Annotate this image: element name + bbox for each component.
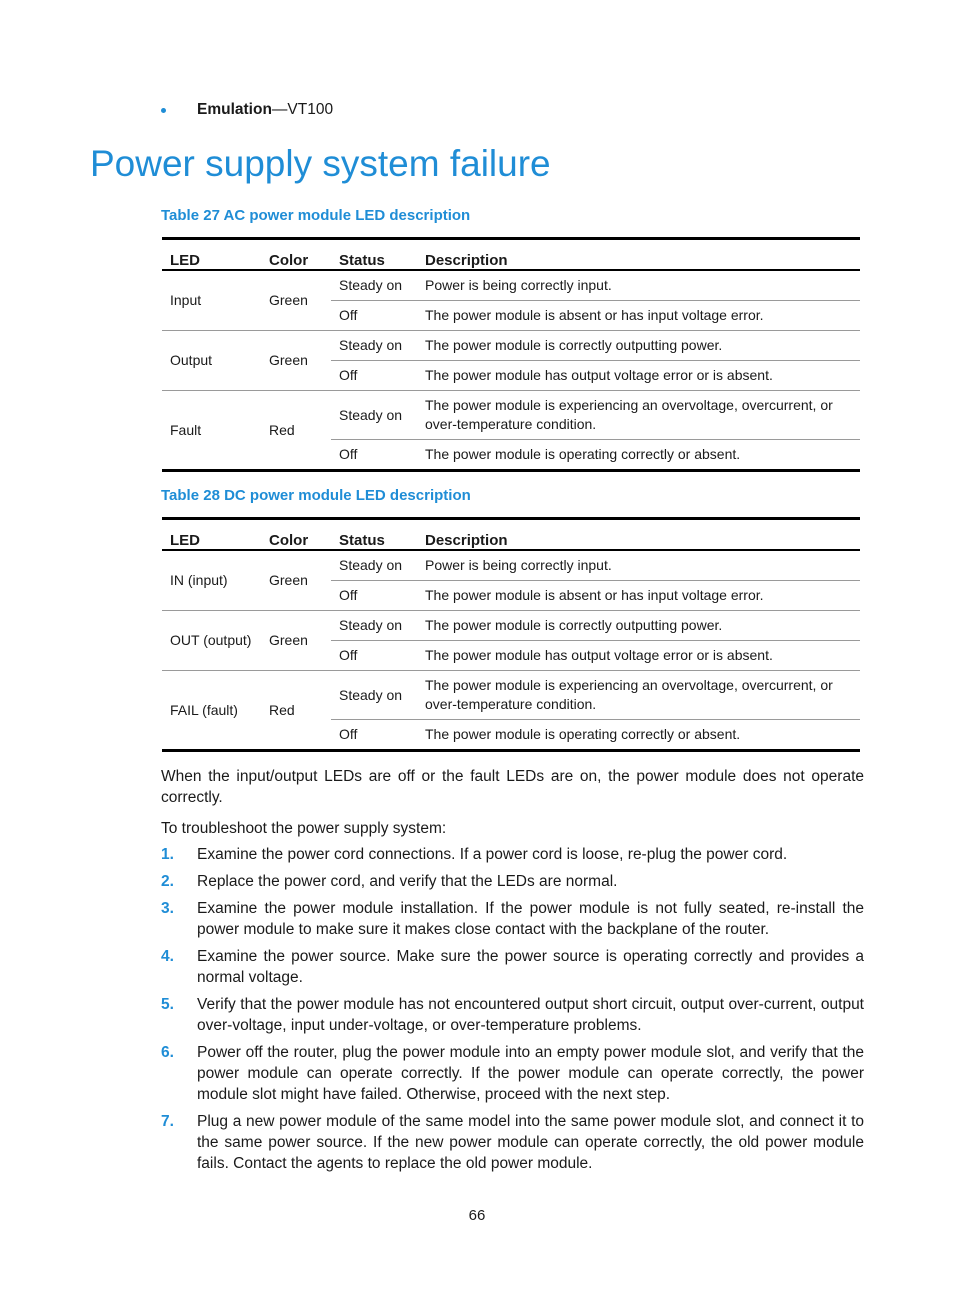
- header-color: Color: [261, 519, 331, 551]
- cell-status: Off: [331, 720, 417, 751]
- bullet-icon: [161, 108, 166, 113]
- cell-description: The power module is correctly outputting power.: [417, 331, 860, 361]
- header-color: Color: [261, 239, 331, 271]
- cell-led: Output: [162, 331, 261, 391]
- cell-status: Steady on: [339, 277, 403, 293]
- cell-color: Green: [269, 572, 308, 588]
- cell-color: Green: [261, 331, 331, 391]
- cell-status: Steady on: [331, 671, 417, 720]
- header-description: Description: [417, 519, 860, 551]
- troubleshoot-steps: [161, 844, 864, 1180]
- cell-led: Fault: [162, 391, 261, 471]
- step-number: 4.: [161, 948, 174, 965]
- cell-led: IN (input): [170, 572, 228, 588]
- cell-description: The power module is operating correctly or absent.: [417, 440, 860, 471]
- cell-description: The power module is experiencing an overvoltage, overcurrent, or over-temperature condition.: [417, 671, 860, 720]
- cell-status: Steady on: [331, 391, 417, 440]
- cell-description: Power is being correctly input.: [425, 557, 612, 573]
- step-text: Verify that the power module has not encountered output short circuit, output over-current, output over-voltage, input under-voltage, or over-temperature problems.: [197, 996, 864, 1034]
- cell-status: Off: [331, 581, 417, 611]
- step-number: 6.: [161, 1044, 174, 1061]
- table27-caption: Table 27 AC power module LED description: [161, 207, 471, 224]
- step-number: 2.: [161, 873, 174, 890]
- step-number: 3.: [161, 900, 174, 917]
- cell-led: OUT (output): [162, 611, 261, 671]
- cell-description: The power module is absent or has input voltage error.: [417, 581, 860, 611]
- table-row: [162, 331, 860, 361]
- paragraph-led-note: When the input/output LEDs are off or the fault LEDs are on, the power module does not operate correctly.: [161, 768, 864, 806]
- cell-status: Steady on: [331, 611, 417, 641]
- cell-color: Red: [261, 391, 331, 471]
- cell-description: The power module has output voltage error or is absent.: [417, 361, 860, 391]
- step-text: Examine the power module installation. If the power module is not fully seated, re-install the power module to make sure it makes close contact with the backplane of the router.: [197, 900, 864, 938]
- cell-status: Steady on: [339, 557, 403, 573]
- cell-description: The power module has output voltage error or is absent.: [417, 641, 860, 671]
- cell-description: Power is being correctly input.: [425, 277, 612, 293]
- cell-status: Off: [331, 361, 417, 391]
- header-led: LED: [162, 239, 261, 271]
- cell-status: Off: [331, 641, 417, 671]
- list-item: [161, 898, 864, 940]
- cell-led: Input: [170, 292, 202, 308]
- step-text: Plug a new power module of the same model into the same power module slot, and connect it to the same power source. If the new power module can operate correctly, the old power module fails. Contact the agents to replace the old power module.: [197, 1113, 864, 1172]
- header-status: Status: [331, 519, 417, 551]
- list-item: [161, 844, 864, 865]
- list-item: [161, 994, 864, 1036]
- cell-description: The power module is absent or has input voltage error.: [417, 301, 860, 331]
- cell-status: Off: [331, 301, 417, 331]
- list-item: [161, 946, 864, 988]
- step-text: Power off the router, plug the power module into an empty power module slot, and verify that the power module can operate correctly. If the power module can operate correctly, the power module slot might have failed. Otherwise, proceed with the next step.: [197, 1044, 864, 1103]
- header-led: LED: [162, 519, 261, 551]
- table-row: [162, 270, 860, 301]
- table-row: [162, 550, 860, 581]
- bullet-value: —VT100: [271, 101, 334, 118]
- table-header-row: [162, 239, 860, 271]
- list-item: [161, 1111, 864, 1174]
- page-number: 66: [468, 1207, 486, 1224]
- header-status: Status: [331, 239, 417, 271]
- cell-color: Green: [261, 611, 331, 671]
- step-number: 7.: [161, 1113, 174, 1130]
- cell-color: Green: [269, 292, 308, 308]
- table-row: [162, 611, 860, 641]
- header-description: Description: [417, 239, 860, 271]
- cell-description: The power module is correctly outputting power.: [417, 611, 860, 641]
- table27: [162, 237, 860, 472]
- table-row: [162, 391, 860, 440]
- section-title: Power supply system failure: [90, 143, 551, 184]
- step-text: Examine the power source. Make sure the power source is operating correctly and provides a normal voltage.: [197, 948, 864, 986]
- cell-color: Red: [261, 671, 331, 751]
- step-number: 1.: [161, 846, 174, 863]
- step-text: Examine the power cord connections. If a power cord is loose, re-plug the power cord.: [197, 846, 788, 863]
- cell-led: FAIL (fault): [162, 671, 261, 751]
- paragraph-intro: To troubleshoot the power supply system:: [161, 820, 447, 837]
- list-item: [161, 1042, 864, 1105]
- table28-caption: Table 28 DC power module LED description: [161, 487, 471, 504]
- cell-description: The power module is experiencing an overvoltage, overcurrent, or over-temperature condition.: [417, 391, 860, 440]
- table-row: [162, 671, 860, 720]
- table28: [162, 517, 860, 752]
- step-number: 5.: [161, 996, 174, 1013]
- table-header-row: [162, 519, 860, 551]
- bullet-text: [197, 100, 333, 120]
- bullet-term: Emulation: [197, 101, 272, 118]
- cell-description: The power module is operating correctly or absent.: [417, 720, 860, 751]
- list-item: [161, 871, 864, 892]
- cell-status: Off: [331, 440, 417, 471]
- cell-status: Steady on: [331, 331, 417, 361]
- step-text: Replace the power cord, and verify that the LEDs are normal.: [197, 873, 618, 890]
